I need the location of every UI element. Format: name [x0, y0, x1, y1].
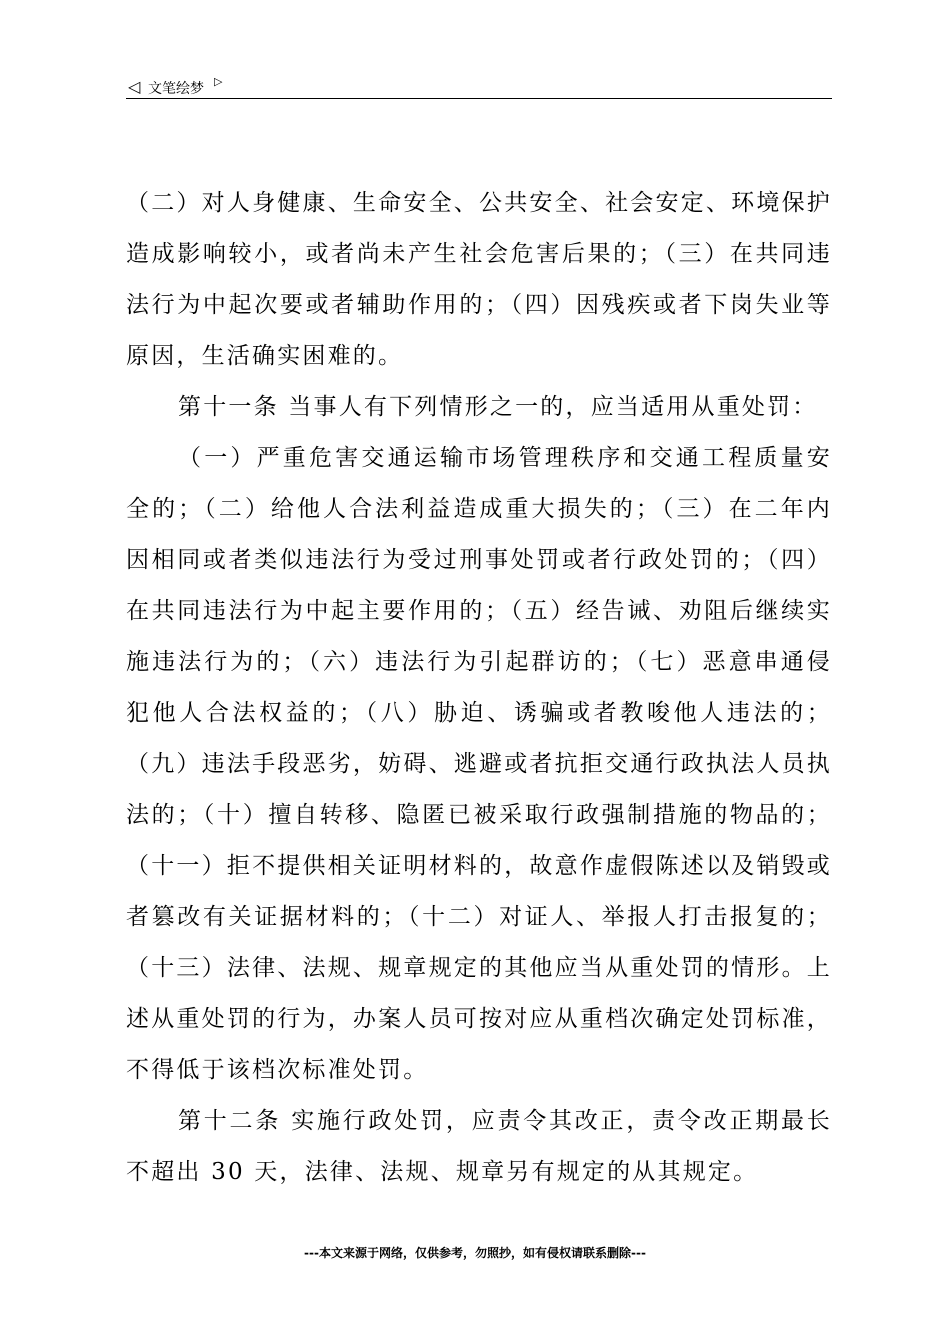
- page-header: [126, 76, 832, 99]
- header-brand: 文笔绘梦: [148, 81, 204, 97]
- document-body: [126, 178, 832, 1198]
- triangle-left-icon: ◁: [128, 77, 141, 96]
- paragraph-article-12: 第十二条 实施行政处罚，应责令其改正，责令改正期最长不超出 30 天，法律、法规、规章另有规定的从其规定。: [126, 1108, 832, 1185]
- footer-disclaimer: ---本文来源于网络，仅供参考，勿照抄，如有侵权请联系删除---: [304, 1246, 646, 1260]
- paragraph-article-11-items: （一）严重危害交通运输市场管理秩序和交通工程质量安全的；（二）给他人合法利益造成重大损失的；（三）在二年内因相同或者类似违法行为受过刑事处罚或者行政处罚的；（四）在共同违法行为中起主要作用的；（五）经告诫、劝阻后继续实施违法行为的；（六）违法行为引起群访的；（七）恶意串通侵犯他人合法权益的；（八）胁迫、诱骗或者教唆他人违法的；（九）违法手段恶劣，妨碍、逃避或者抗拒交通行政执法人员执法的；（十）擅自转移、隐匿已被采取行政强制措施的物品的；（十一）拒不提供相关证明材料的，故意作虚假陈述以及销毁或者篡改有关证据材料的；（十二）对证人、举报人打击报复的；（十三）法律、法规、规章规定的其他应当从重处罚的情形。上述从重处罚的行为，办案人员可按对应从重档次确定处罚标准，不得低于该档次标准处罚。: [126, 445, 832, 1083]
- triangle-right-icon: ▷: [214, 75, 223, 88]
- paragraph-article-11: 第十一条 当事人有下列情形之一的，应当适用从重处罚：: [178, 394, 818, 420]
- paragraph-continuation: （二）对人身健康、生命安全、公共安全、社会安定、环境保护造成影响较小，或者尚未产生社会危害后果的；（三）在共同违法行为中起次要或者辅助作用的；（四）因残疾或者下岗失业等原因，生活确实困难的。: [126, 190, 832, 369]
